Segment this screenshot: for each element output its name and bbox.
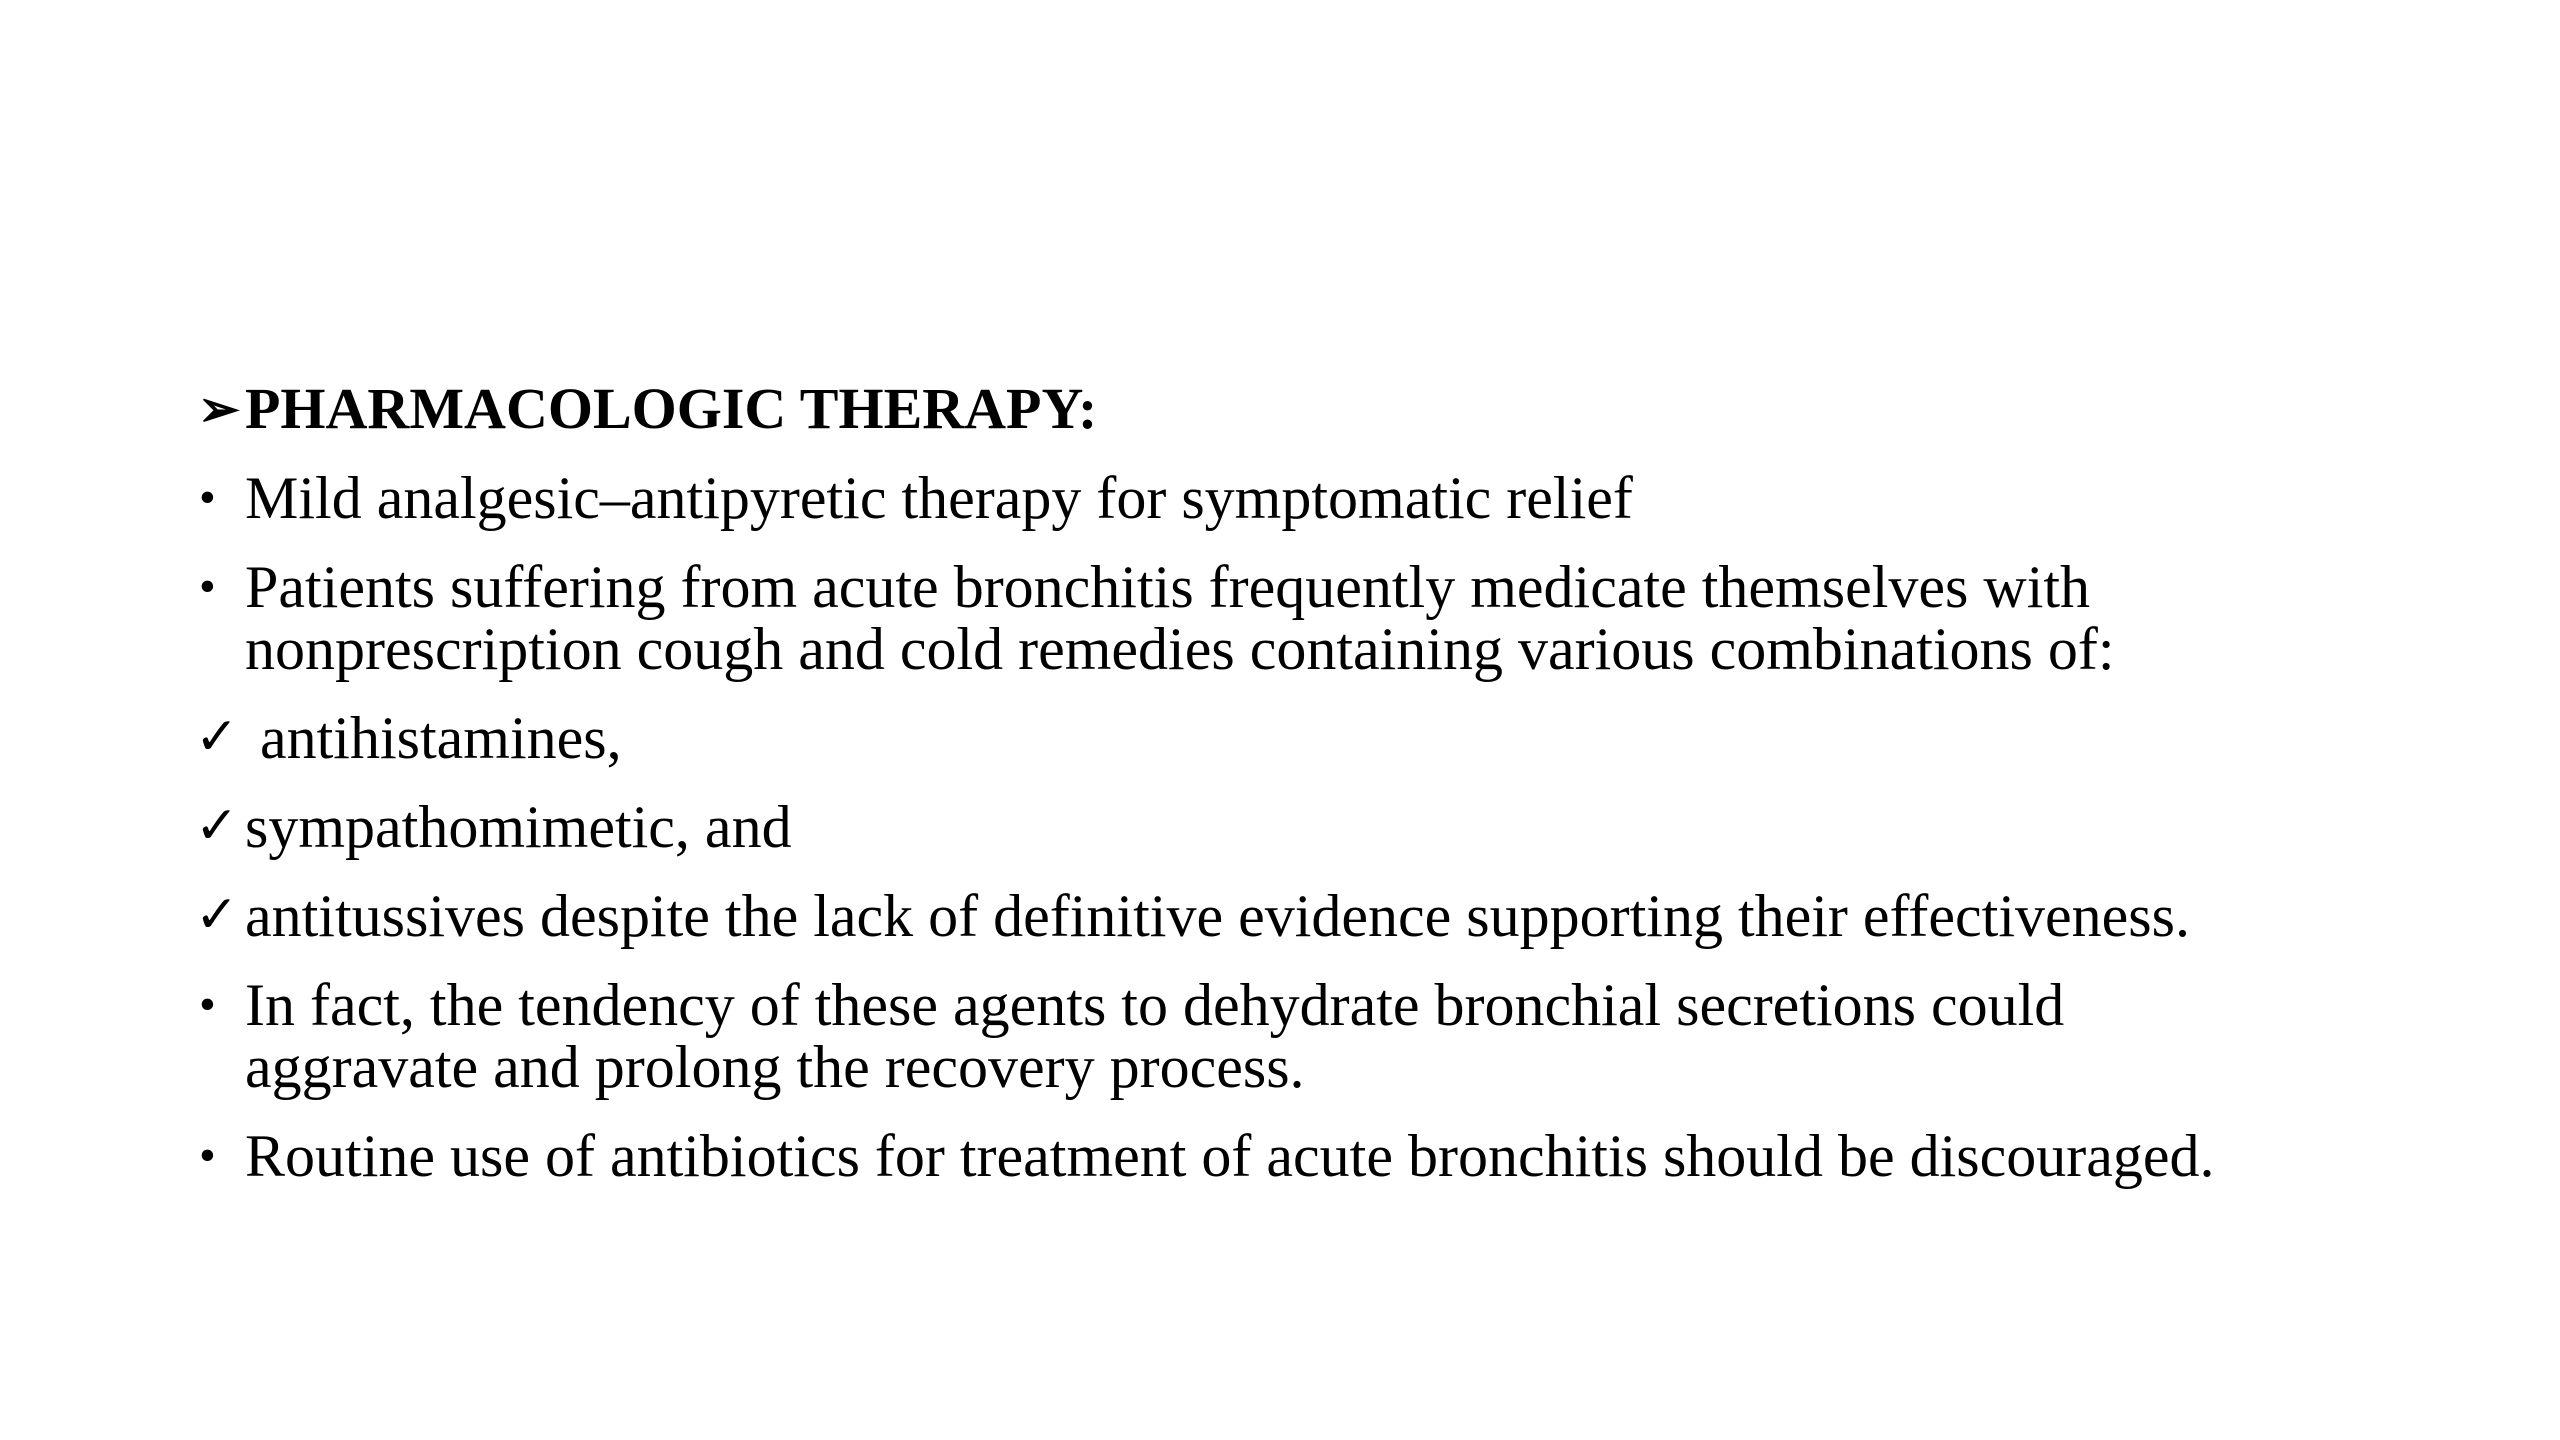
arrow-bullet-icon: ➢ — [198, 381, 240, 437]
bullet-icon: • — [199, 471, 216, 524]
check-text: antitussives despite the lack of definitive evidence supporting their effectiveness. — [245, 883, 2190, 949]
check-item — [195, 885, 2435, 947]
bullet-item — [195, 467, 2435, 529]
checkmark-icon: ✓ — [195, 709, 239, 766]
bullet-icon: • — [199, 1129, 216, 1182]
bullet-text-line: Patients suffering from acute bronchitis frequently medicate themselves with — [245, 554, 2091, 620]
bullet-text-line: In fact, the tendency of these agents to dehydrate bronchial secretions could — [245, 972, 2065, 1038]
section-heading — [195, 378, 2435, 440]
bullet-text-line: nonprescription cough and cold remedies containing various combinations of: — [245, 616, 2115, 682]
bullet-icon: • — [199, 560, 216, 613]
check-item — [195, 707, 2435, 769]
bullet-text: Routine use of antibiotics for treatment of acute bronchitis should be discouraged. — [245, 1123, 2215, 1189]
bullet-item — [195, 556, 2435, 680]
checkmark-icon: ✓ — [195, 798, 239, 855]
check-text: sympathomimetic, and — [245, 794, 792, 860]
bullet-item — [195, 1125, 2435, 1187]
checkmark-icon: ✓ — [195, 887, 239, 944]
check-text: antihistamines, — [245, 705, 622, 771]
bullet-text-line: aggravate and prolong the recovery process. — [245, 1034, 1305, 1100]
bullet-text: Mild analgesic–antipyretic therapy for symptomatic relief — [245, 465, 1633, 531]
heading-text: PHARMACOLOGIC THERAPY: — [245, 376, 1098, 441]
slide-content — [195, 378, 2435, 1187]
bullet-icon: • — [199, 978, 216, 1031]
check-item — [195, 796, 2435, 858]
bullet-item — [195, 974, 2435, 1098]
